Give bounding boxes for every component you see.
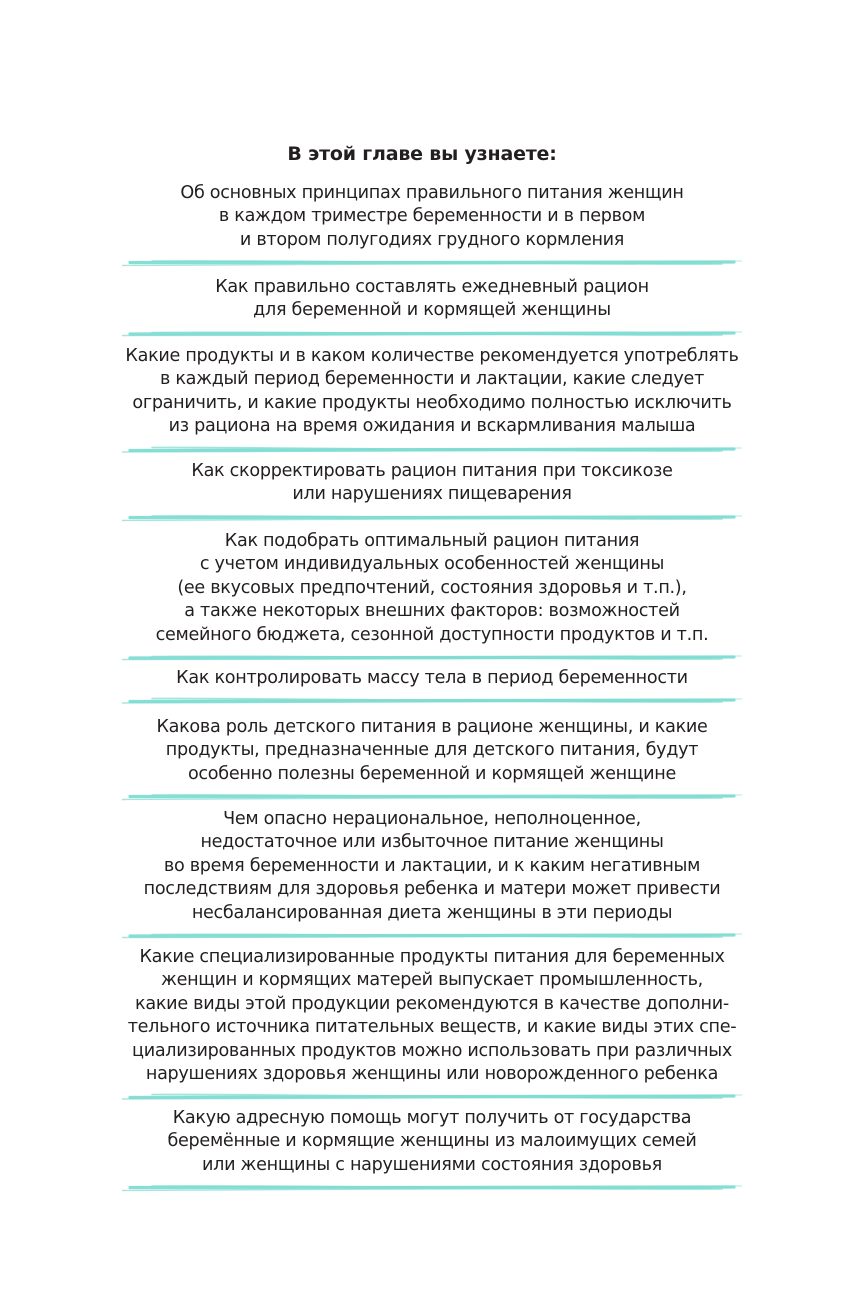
- brush-stroke-divider: [122, 791, 742, 803]
- topic-item: [100, 276, 764, 340]
- topic-text: Чем опасно нерациональное, неполноценное, недостаточное или избыточное питание женщины во время беременности и лактации, и к каким негативным последствиям для здоровья ребенка и матери может привести несбалансированная диета женщины в эти периоды: [143, 809, 721, 923]
- brush-stroke-divider: [122, 1182, 742, 1194]
- brush-stroke-divider: [122, 512, 742, 524]
- topic-item: [100, 667, 764, 707]
- topic-item: [100, 345, 764, 456]
- brush-stroke-divider: [122, 328, 742, 340]
- brush-stroke-divider: [122, 652, 742, 664]
- topic-item: [100, 460, 764, 524]
- topic-item: [100, 946, 764, 1103]
- topic-text: Как правильно составлять ежедневный рацион для беременной и кормящей женщины: [215, 277, 649, 321]
- topic-text: Какова роль детского питания в рационе женщины, и какие продукты, предназначенные для детского питания, будут особенно полезны беременной и кормящей женщине: [156, 717, 708, 784]
- topic-text: Как скорректировать рацион питания при токсикозе или нарушениях пищеварения: [191, 461, 673, 505]
- topic-text: Как подобрать оптимальный рацион питания с учетом индивидуальных особенностей женщины (ее вкусовых предпочтений, состояния здоровья и т.п.), а также некоторых внешних факторов: возможностей семейного бюджета, сезонной доступности продуктов и т.п.: [155, 531, 709, 645]
- topic-item: [100, 182, 764, 269]
- chapter-heading: В этой главе вы узнаете:: [287, 143, 557, 165]
- topic-text: Как контролировать массу тела в период беременности: [176, 668, 688, 688]
- brush-stroke-divider: [122, 930, 742, 942]
- topic-text: Какие продукты и в каком количестве рекомендуется употреблять в каждый период беременности и лактации, какие следует ограничить, и какие продукты необходимо полностью исключить из рациона на время ожидания и вскармливания малыша: [125, 346, 739, 437]
- topic-text: Какие специализированные продукты питания для беременных женщин и кормящих матерей выпускает промышленность, какие виды этой продукции рекомендуются в качестве дополни- тельного источника питательных веществ, и какие виды этих спе- циализированных продуктов можно использовать при различных нарушениях здоровья женщины или новорожденного ребенка: [127, 947, 737, 1085]
- brush-stroke-divider: [122, 257, 742, 269]
- topic-item: [100, 716, 764, 803]
- brush-stroke-divider: [122, 695, 742, 707]
- brush-stroke-divider: [122, 444, 742, 456]
- topic-text: Об основных принципах правильного питания женщин в каждом триместре беременности и в первом и втором полугодиях грудного кормления: [180, 183, 684, 250]
- topic-item: [100, 1107, 764, 1194]
- topic-item: [100, 808, 764, 942]
- topic-item: [100, 530, 764, 664]
- brush-stroke-divider: [122, 1091, 742, 1103]
- topic-text: Какую адресную помощь могут получить от государства беремённые и кормящие женщины из малоимущих семей или женщины с нарушениями состояния здоровья: [167, 1108, 697, 1175]
